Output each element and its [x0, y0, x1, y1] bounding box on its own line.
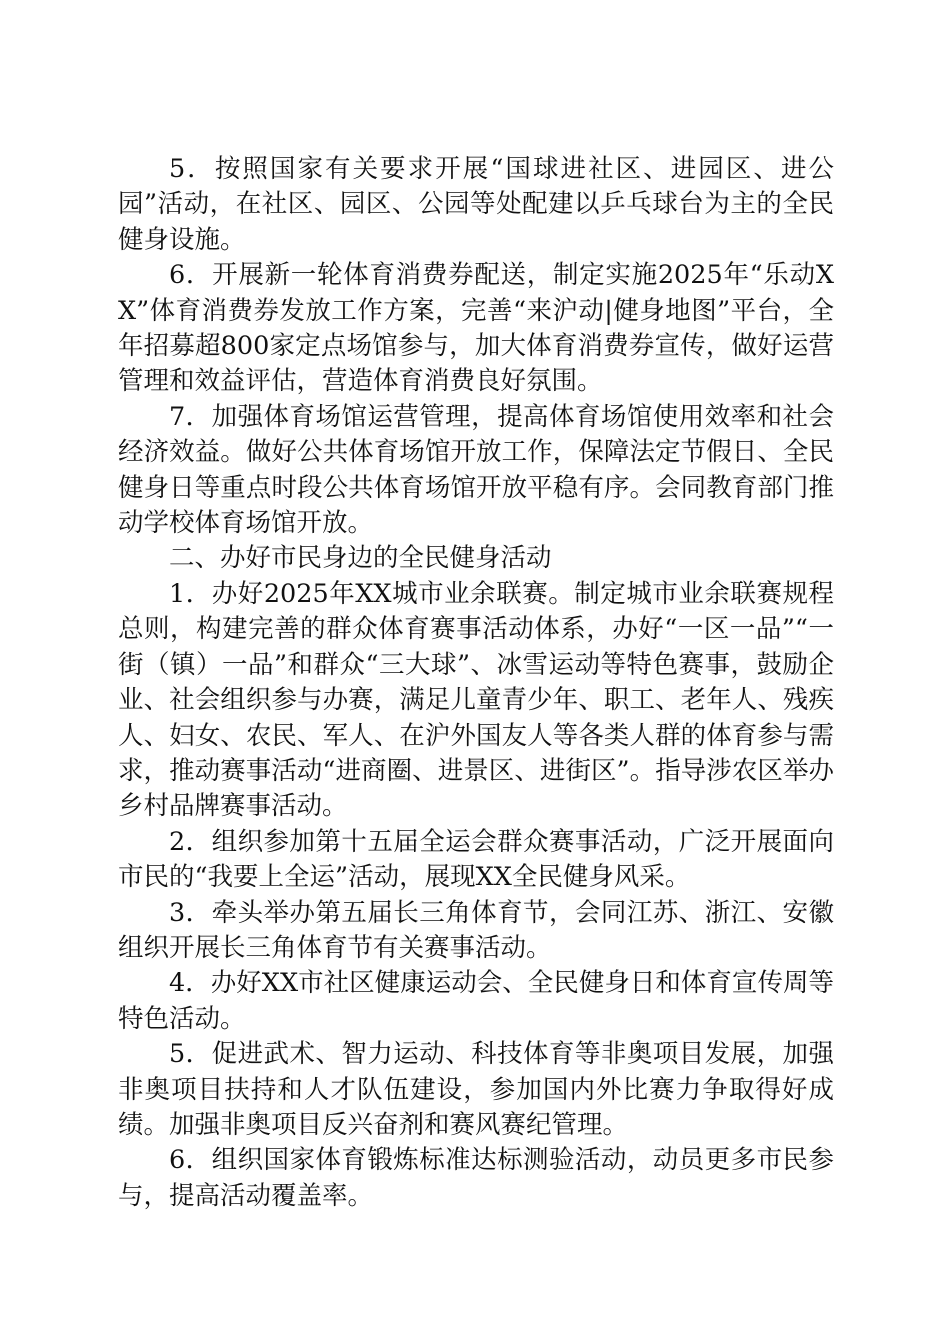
paragraph-item-6-sports-vouchers: 6．开展新一轮体育消费券配送，制定实施2025年“乐动XX”体育消费券发放工作方案，完善“来沪动|健身地图”平台，全年招募超800家定点场馆参与，加大体育消费券宣传，做好运营管理和效益评估，营造体育消费良好氛围。	[118, 260, 834, 397]
paragraph-item-6-fitness-standards: 6．组织国家体育锻炼标准达标测验活动，动员更多市民参与，提高活动覆盖率。	[118, 1145, 834, 1211]
paragraph-item-3-yangtze-delta-festival: 3．牵头举办第五届长三角体育节，会同江苏、浙江、安徽组织开展长三角体育节有关赛事活动。	[118, 897, 834, 963]
paragraph-item-7-venue-management: 7．加强体育场馆运营管理，提高体育场馆使用效率和社会经济效益。做好公共体育场馆开放工作，保障法定节假日、全民健身日等重点时段公共体育场馆开放平稳有序。会同教育部门推动学校体育场馆开放。	[118, 401, 834, 539]
paragraph-item-5-table-tennis: 5．按照国家有关要求开展“国球进社区、进园区、进公园”活动，在社区、园区、公园等处配建以乒乓球台为主的全民健身设施。	[118, 154, 834, 255]
paragraph-item-1-amateur-league: 1．办好2025年XX城市业余联赛。制定城市业余联赛规程总则，构建完善的群众体育赛事活动体系，办好“一区一品”“一街（镇）一品”和群众“三大球”、冰雪运动等特色赛事，鼓励企业、社会组织参与办赛，满足儿童青少年、职工、老年人、残疾人、妇女、农民、军人、在沪外国友人等各类人群的体育参与需求，推动赛事活动“进商圈、进景区、进街区”。指导涉农区举办乡村品牌赛事活动。	[118, 578, 834, 822]
paragraph-item-2-national-games: 2．组织参加第十五届全运会群众赛事活动，广泛开展面向市民的“我要上全运”活动，展现XX全民健身风采。	[118, 826, 834, 893]
paragraph-item-5-non-olympic-sports: 5．促进武术、智力运动、科技体育等非奥项目发展，加强非奥项目扶持和人才队伍建设，参加国内外比赛力争取得好成绩。加强非奥项目反兴奋剂和赛风赛纪管理。	[118, 1039, 834, 1140]
document-page	[118, 152, 834, 1214]
section-heading-fitness-activities: 二、办好市民身边的全民健身活动	[169, 543, 552, 574]
paragraph-item-4-community-games: 4．办好XX市社区健康运动会、全民健身日和体育宣传周等特色活动。	[118, 968, 834, 1034]
